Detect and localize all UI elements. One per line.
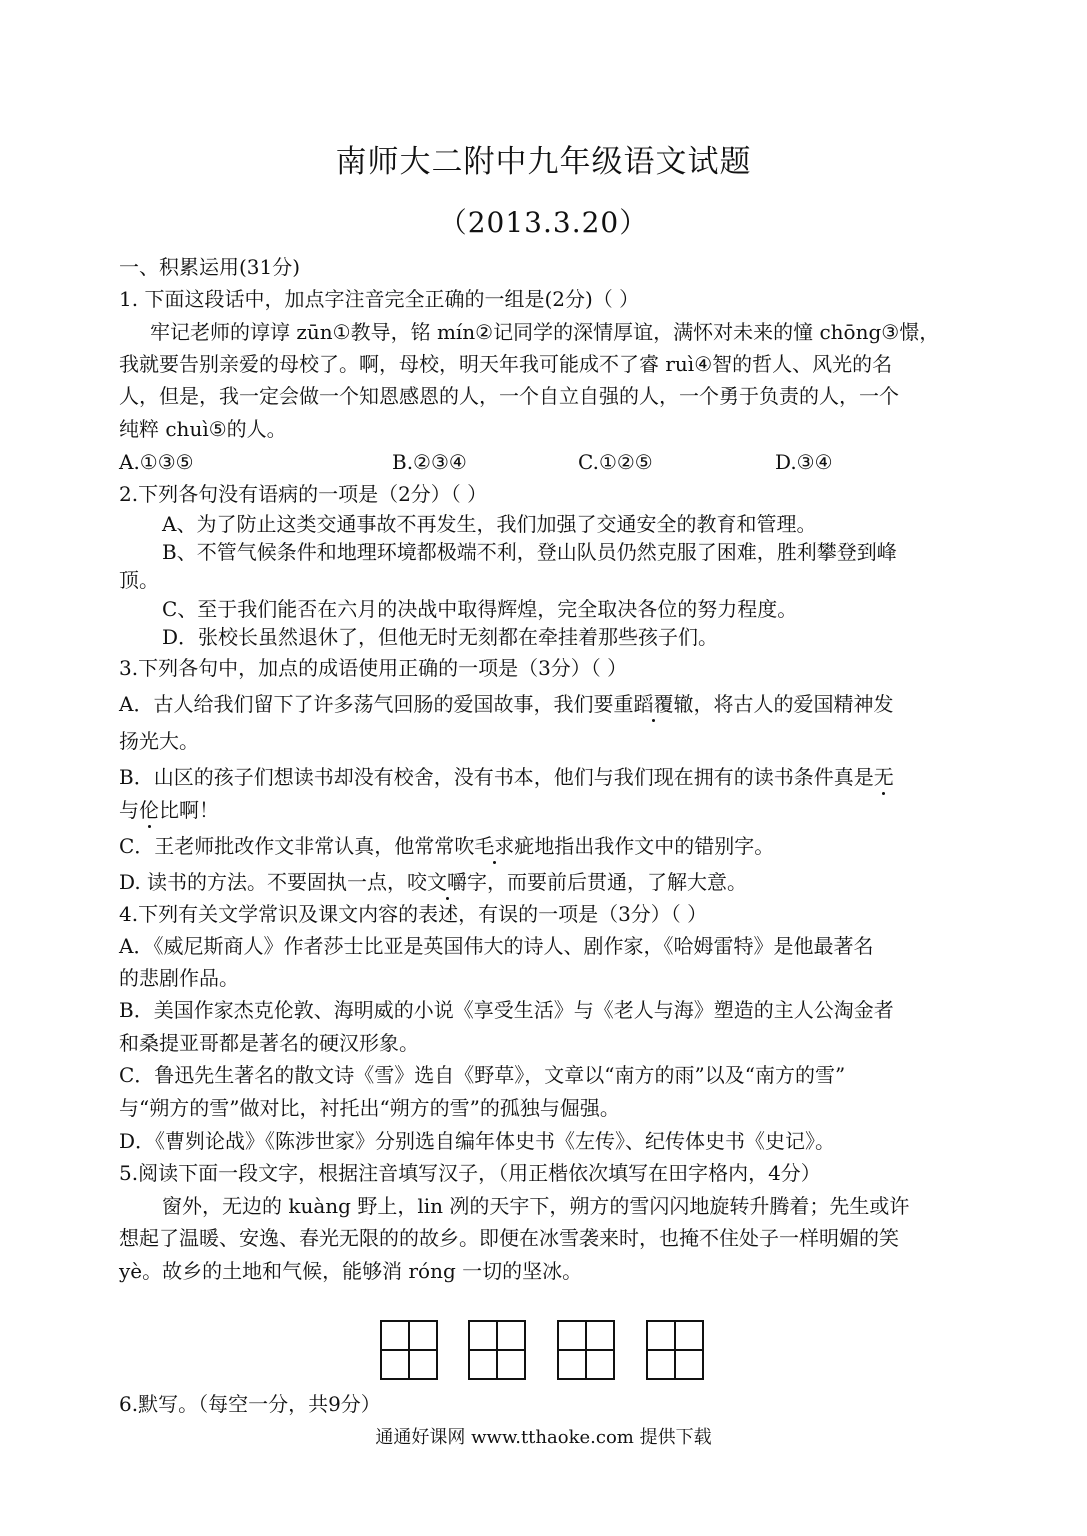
question-6-stem: 6.默写。（每空一分，共9分） [119, 1392, 381, 1416]
question-3-option-d [119, 870, 979, 894]
tian-grid-box[interactable] [646, 1320, 704, 1380]
question-2-option-a: A、为了防止这类交通事故不再发生，我们加强了交通安全的教育和管理。 [162, 512, 817, 536]
question-2-option-d: D．张校长虽然退休了，但他无时无刻都在牵挂着那些孩子们。 [162, 625, 719, 649]
text-span: C．王老师批改作文非常认真，他常常 [119, 834, 455, 858]
question-1-passage-line: 人，但是，我一定会做一个知恩感恩的人，一个自立自强的人，一个勇于负责的人，一个 [119, 384, 899, 408]
question-3-stem: 3.下列各句中，加点的成语使用正确的一项是（3分）（ ） [119, 656, 628, 680]
question-1-passage-line: 牢记老师的谆谆 zūn①教导，铭 mín②记同学的深情厚谊，满怀对未来的憧 chōng③憬， [150, 320, 940, 344]
question-5-stem: 5.阅读下面一段文字，根据注音填写汉子，（用正楷依次填写在田字格内，4分） [119, 1161, 821, 1185]
dotted-idiom: 无 [873, 765, 894, 789]
question-5-passage-line: 窗外，无边的 kuàng 野上，lin 冽的天宇下，朔方的雪闪闪地旋转升腾着；先生或许 [162, 1194, 910, 1218]
text-span: ，将古人的爱国精神发 [693, 692, 894, 716]
question-4-option-a: A．《威尼斯商人》作者莎士比亚是英国伟大的诗人、剧作家，《哈姆雷特》是他最著名 [119, 934, 874, 958]
dotted-idiom: 吹毛求疵 [454, 834, 535, 858]
question-1-option-a: A.①③⑤ [119, 450, 194, 474]
question-1-passage-line: 我就要告别亲爱的母校了。啊，母校，明天年我可能成不了睿 ruì④智的哲人、风光的名 [119, 352, 893, 376]
dotted-idiom: 重蹈覆辙 [613, 692, 694, 716]
question-1-passage-line: 纯粹 chuì⑤的人。 [119, 417, 287, 441]
question-4-option-a-cont: 的悲剧作品。 [119, 966, 239, 990]
page-title: 南师大二附中九年级语文试题 [335, 144, 752, 180]
text-span: D. 读书的方法。不要固执一点， [119, 870, 408, 894]
question-1-option-b: B.②③④ [392, 450, 467, 474]
question-1-option-c: C.①②⑤ [578, 450, 653, 474]
question-5-passage-line: 想起了温暖、安逸、春光无限的的故乡。即便在冰雪袭来时，也掩不住处子一样明媚的笑 [119, 1226, 899, 1250]
question-4-stem: 4.下列有关文学常识及课文内容的表述，有误的一项是（3分）（ ） [119, 902, 708, 926]
text-span: B．山区的孩子们想读书却没有校舍，没有书本，他们与我们现在拥有的读书条件真是 [119, 765, 874, 789]
tian-grid-row [380, 1320, 710, 1384]
exam-date: （2013.3.20） [438, 206, 649, 239]
question-3-option-a-cont: 扬光大。 [119, 729, 199, 753]
question-5-passage-line: yè。故乡的土地和气候，能够消 róng 一切的坚冰。 [119, 1259, 583, 1283]
question-2-option-c: C、至于我们能否在六月的决战中取得辉煌，完全取决各位的努力程度。 [162, 597, 798, 621]
question-4-option-c-cont: 与“朔方的雪”做对比，衬托出“朔方的雪”的孤独与倔强。 [119, 1096, 620, 1120]
dotted-idiom: 咬文嚼字 [407, 870, 488, 894]
question-4-option-b: B．美国作家杰克伦敦、海明威的小说《享受生活》与《老人与海》塑造的主人公淘金者 [119, 998, 894, 1022]
question-1-option-d: D.③④ [775, 450, 833, 474]
text-span: ，而要前后贯通，了解大意。 [487, 870, 748, 894]
question-3-option-b-cont [119, 798, 979, 822]
question-4-option-b-cont: 和桑提亚哥都是著名的硬汉形象。 [119, 1031, 419, 1055]
dotted-idiom: 与伦比 [119, 798, 179, 822]
question-3-option-b [119, 765, 979, 789]
question-1-stem: 1. 下面这段话中，加点字注音完全正确的一组是(2分)（ ） [119, 287, 640, 311]
question-4-option-c: C．鲁迅先生著名的散文诗《雪》选自《野草》，文章以“南方的雨”以及“南方的雪” [119, 1063, 846, 1087]
question-2-stem: 2.下列各句没有语病的一项是（2分）（ ） [119, 482, 488, 506]
question-2-option-b: B、不管气候条件和地理环境都极端不利，登山队员仍然克服了困难，胜利攀登到峰 [162, 540, 897, 564]
text-span: 地指出我作文中的错别字。 [534, 834, 775, 858]
question-3-option-c [119, 834, 979, 858]
tian-grid-box[interactable] [380, 1320, 438, 1380]
section-heading: 一、积累运用(31分) [119, 255, 301, 279]
text-span: 啊！ [179, 798, 219, 822]
question-2-option-b-cont: 顶。 [119, 568, 159, 592]
text-span: A．古人给我们留下了许多荡气回肠的爱国故事，我们要 [119, 692, 614, 716]
footer-credit: 通通好课网 www.tthaoke.com 提供下载 [375, 1427, 712, 1448]
tian-grid-box[interactable] [557, 1320, 615, 1380]
question-3-option-a [119, 692, 979, 716]
tian-grid-box[interactable] [468, 1320, 526, 1380]
question-4-option-d: D．《曹刿论战》《陈涉世家》分别选自编年体史书《左传》、纪传体史书《史记》。 [119, 1129, 836, 1153]
